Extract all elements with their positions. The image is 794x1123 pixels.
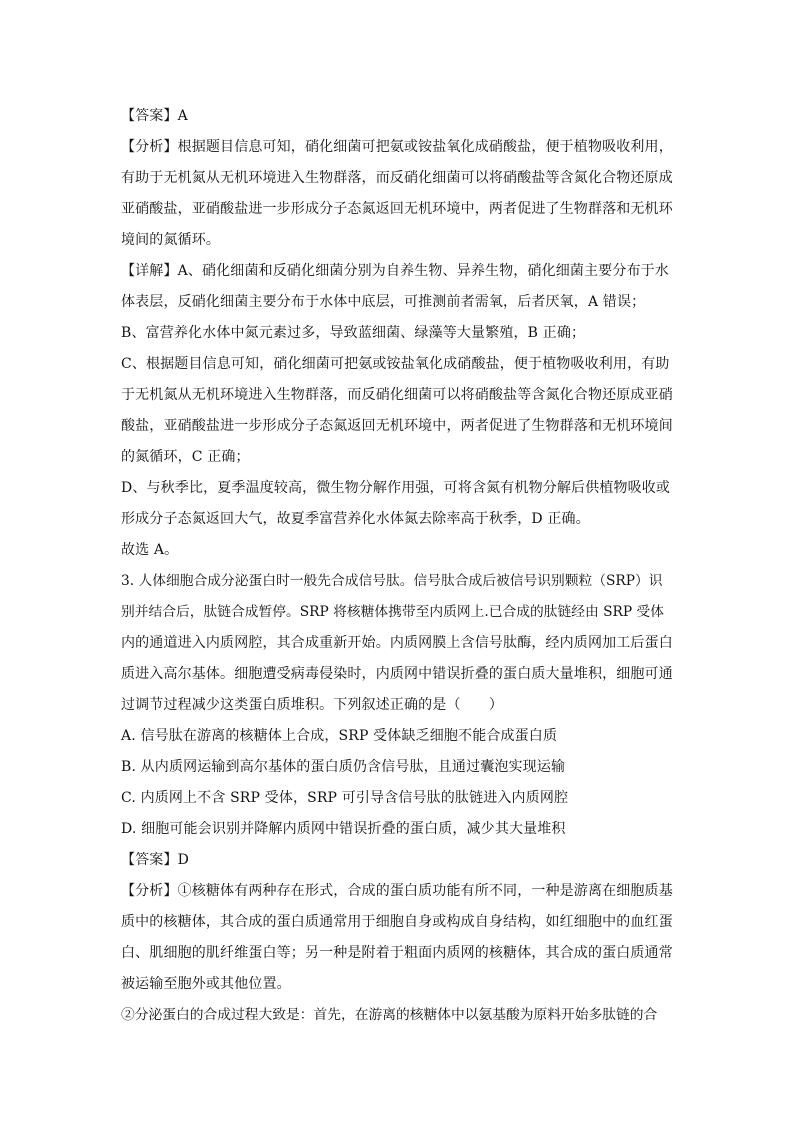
explanation-line-7: 的氮循环，C 正确； [121,449,250,465]
explanation-line-4: C、根据题目信息可知，硝化细菌可把氨或铵盐氧化成硝酸盐，便于植物吸收利用，有助 [121,356,670,372]
analysis-line-3: 亚硝酸盐，亚硝酸盐进一步形成分子态氮返回无机环境中，两者促进了生物群落和无机环 [121,201,673,217]
question-3-line-3: 内的通道进入内质网腔，其合成重新开始。内质网膜上含信号肽酶，经内质网加工后蛋白 [121,635,673,651]
analysis-2-line-4: 被运输至胞外或其他位置。 [121,976,291,992]
analysis-line-1: 【分析】根据题目信息可知，硝化细菌可把氨或铵盐氧化成硝酸盐，便于植物吸收利用， [121,139,673,155]
analysis-2-line-2: 质中的核糖体，其合成的蛋白质通常用于细胞自身或构成自身结构，如红细胞中的血红蛋 [121,914,673,930]
question-3-line-4: 质进入高尔基体。细胞遭受病毒侵染时，内质网中错误折叠的蛋白质大量堆积，细胞可通 [121,666,673,682]
question-3-line-2: 别并结合后，肽链合成暂停。SRP 将核糖体携带至内质网上.已合成的肽链经由 SRP 受体 [121,604,665,620]
explanation-line-8: D、与秋季比，夏季温度较高，微生物分解作用强，可将含氮有机物分解后供植物吸收或 [121,480,671,496]
question-3-line-1: 3. 人体细胞合成分泌蛋白时一般先合成信号肽。信号肽合成后被信号识别颗粒（SRP）识 [121,573,663,589]
option-d: D. 细胞可能会识别并降解内质网中错误折叠的蛋白质，减少其大量堆积 [121,821,566,837]
option-b: B. 从内质网运输到高尔基体的蛋白质仍含信号肽，且通过囊泡实现运输 [121,759,566,775]
analysis-2-line-3: 白、肌细胞的肌纤维蛋白等；另一种是附着于粗面内质网的核糖体，其合成的蛋白质通常 [121,945,673,961]
explanation-line-3: B、富营养化水体中氮元素过多，导致蓝细菌、绿藻等大量繁殖，B 正确； [121,325,586,341]
explanation-line-5: 于无机氮从无机环境进入生物群落，而反硝化细菌可以将硝酸盐等含氮化合物还原成亚硝 [121,387,673,403]
option-c: C. 内质网上不含 SRP 受体，SRP 可引导含信号肽的肽链进入内质网腔 [121,790,569,806]
option-a: A. 信号肽在游离的核糖体上合成，SRP 受体缺乏细胞不能合成蛋白质 [121,728,558,744]
analysis-2-line-1: 【分析】①核糖体有两种存在形式，合成的蛋白质功能有所不同，一种是游离在细胞质基 [121,883,673,899]
explanation-line-9: 形成分子态氮返回大气，故夏季富营养化水体氮去除率高于秋季，D 正确。 [121,511,590,527]
answer-label-2: 【答案】D [121,852,189,868]
choice-conclusion: 故选 A。 [121,542,179,558]
analysis-line-4: 境间的氮循环。 [121,232,221,248]
explanation-line-2: 体表层，反硝化细菌主要分布于水体中底层，可推测前者需氧，后者厌氧，A 错误； [121,294,646,310]
document-body [121,101,673,1031]
analysis-line-2: 有助于无机氮从无机环境进入生物群落，而反硝化细菌可以将硝酸盐等含氮化合物还原成 [121,170,673,186]
explanation-line-1: 【详解】A、硝化细菌和反硝化细菌分别为自养生物、异养生物，硝化细菌主要分布于水 [121,263,669,279]
question-3-line-5: 过调节过程减少这类蛋白质堆积。下列叙述正确的是（ ） [121,697,504,713]
answer-label-1: 【答案】A [121,108,188,124]
explanation-line-6: 酸盐，亚硝酸盐进一步形成分子态氮返回无机环境中，两者促进了生物群落和无机环境间 [121,418,673,434]
analysis-2-line-5: ②分泌蛋白的合成过程大致是：首先，在游离的核糖体中以氨基酸为原料开始多肽链的合 [121,1007,658,1023]
